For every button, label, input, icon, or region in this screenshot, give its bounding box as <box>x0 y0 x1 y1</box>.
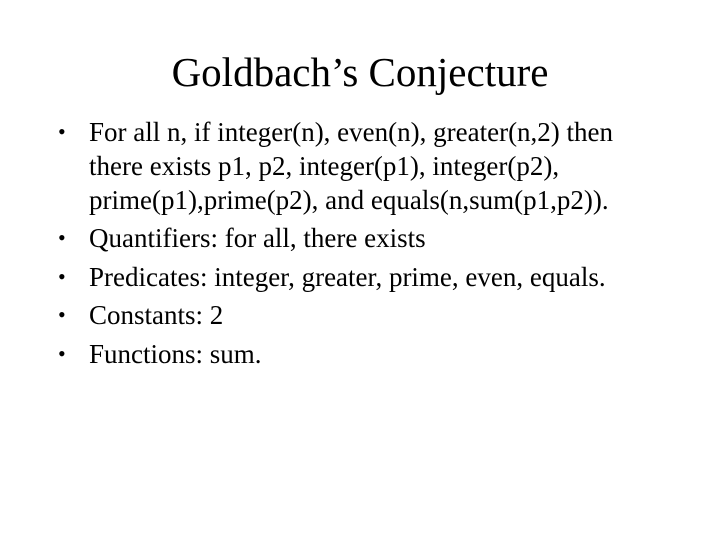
bullet-item-3 <box>58 260 668 294</box>
bullet-item-4 <box>58 298 668 332</box>
bullet-text: Quantifiers: for all, there exists <box>89 223 426 254</box>
bullet-text: For all n, if integer(n), even(n), greater(n,2) then there exists p1, p2, integer(p1), integer(p2), prime(p1),prime(p2), and equals(n,sum(p1,p2)). <box>89 117 614 215</box>
bullet-item-5 <box>58 337 668 371</box>
bullet-text: Predicates: integer, greater, prime, even, equals. <box>89 261 606 292</box>
bullet-icon: • <box>58 263 66 289</box>
slide-title: Goldbach’s Conjecture <box>171 49 549 95</box>
bullet-list <box>58 115 668 375</box>
bullet-icon: • <box>58 119 66 144</box>
bullet-text: Functions: sum. <box>89 338 262 369</box>
bullet-icon: • <box>58 340 66 366</box>
bullet-item-2 <box>58 221 668 255</box>
bullet-icon: • <box>58 225 66 251</box>
bullet-icon: • <box>58 302 66 328</box>
bullet-item-1 <box>58 115 668 217</box>
bullet-text: Constants: 2 <box>89 300 224 331</box>
